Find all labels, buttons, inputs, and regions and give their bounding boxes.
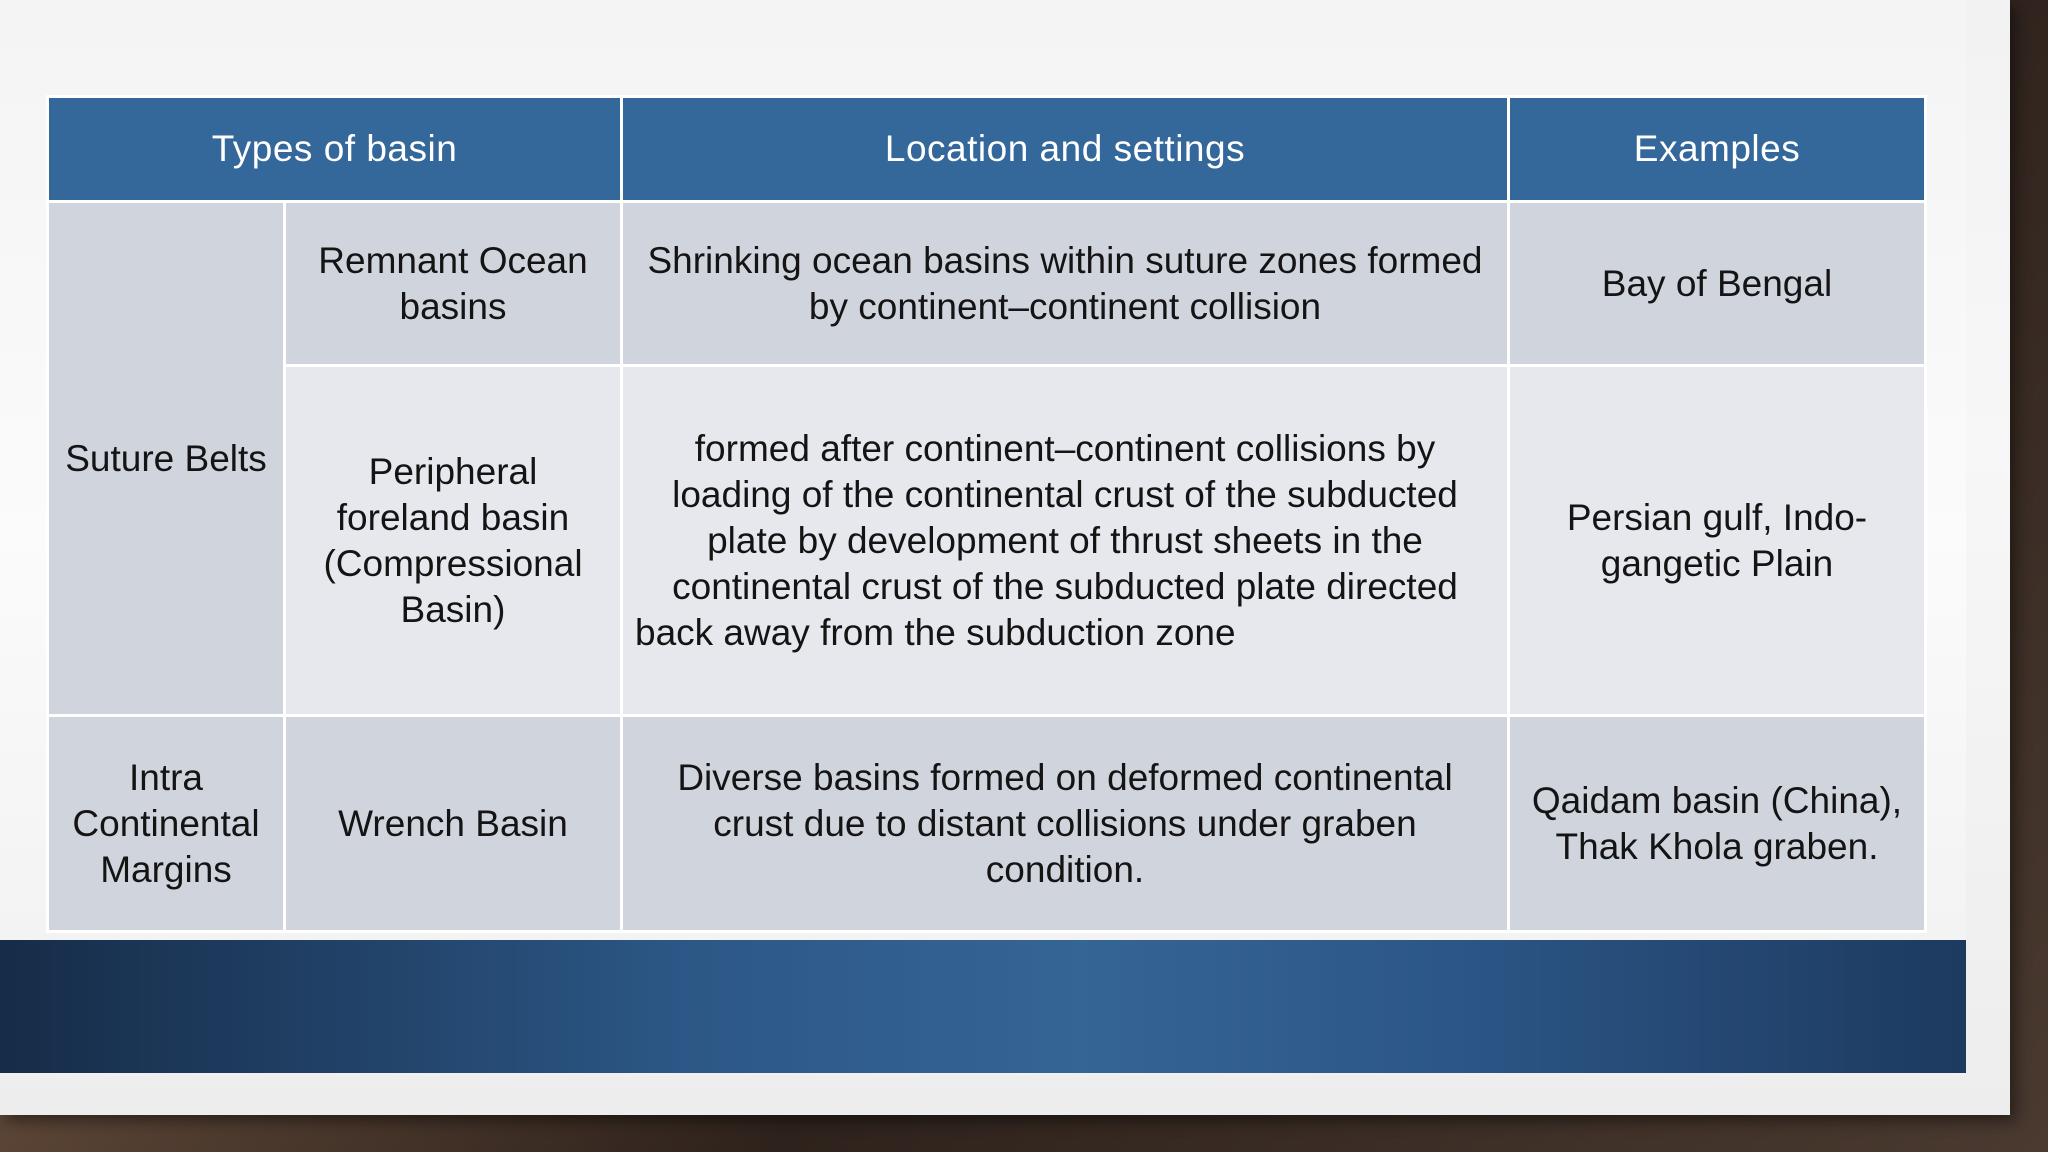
basin-type-cell: Remnant Ocean basins (285, 202, 622, 366)
table-row (48, 202, 1926, 366)
table-row (48, 716, 1926, 932)
examples-cell: Persian gulf, Indo-gangetic Plain (1509, 366, 1926, 716)
category-cell: Intra Continental Margins (48, 716, 285, 932)
location-cell: Shrinking ocean basins within suture zones formed by continent–continent collision (622, 202, 1509, 366)
basin-type-cell: Peripheral foreland basin (Compressional Basin) (285, 366, 622, 716)
basin-type-cell: Wrench Basin (285, 716, 622, 932)
category-cell: Suture Belts (48, 202, 285, 716)
table-row (48, 366, 1926, 716)
basin-types-table (46, 95, 1927, 933)
footer-band (0, 940, 1966, 1073)
table-header-row (48, 97, 1926, 202)
header-location-and-settings: Location and settings (622, 97, 1509, 202)
examples-cell: Qaidam basin (China), Thak Khola graben. (1509, 716, 1926, 932)
location-cell: formed after continent–continent collisions by loading of the continental crust of the subducted plate by development of thrust sheets in the continental crust of the subducted plate directed back away from the subduction zone (622, 366, 1509, 716)
location-cell: Diverse basins formed on deformed continental crust due to distant collisions under graben condition. (622, 716, 1509, 932)
header-examples: Examples (1509, 97, 1926, 202)
header-types-of-basin: Types of basin (48, 97, 622, 202)
examples-cell: Bay of Bengal (1509, 202, 1926, 366)
